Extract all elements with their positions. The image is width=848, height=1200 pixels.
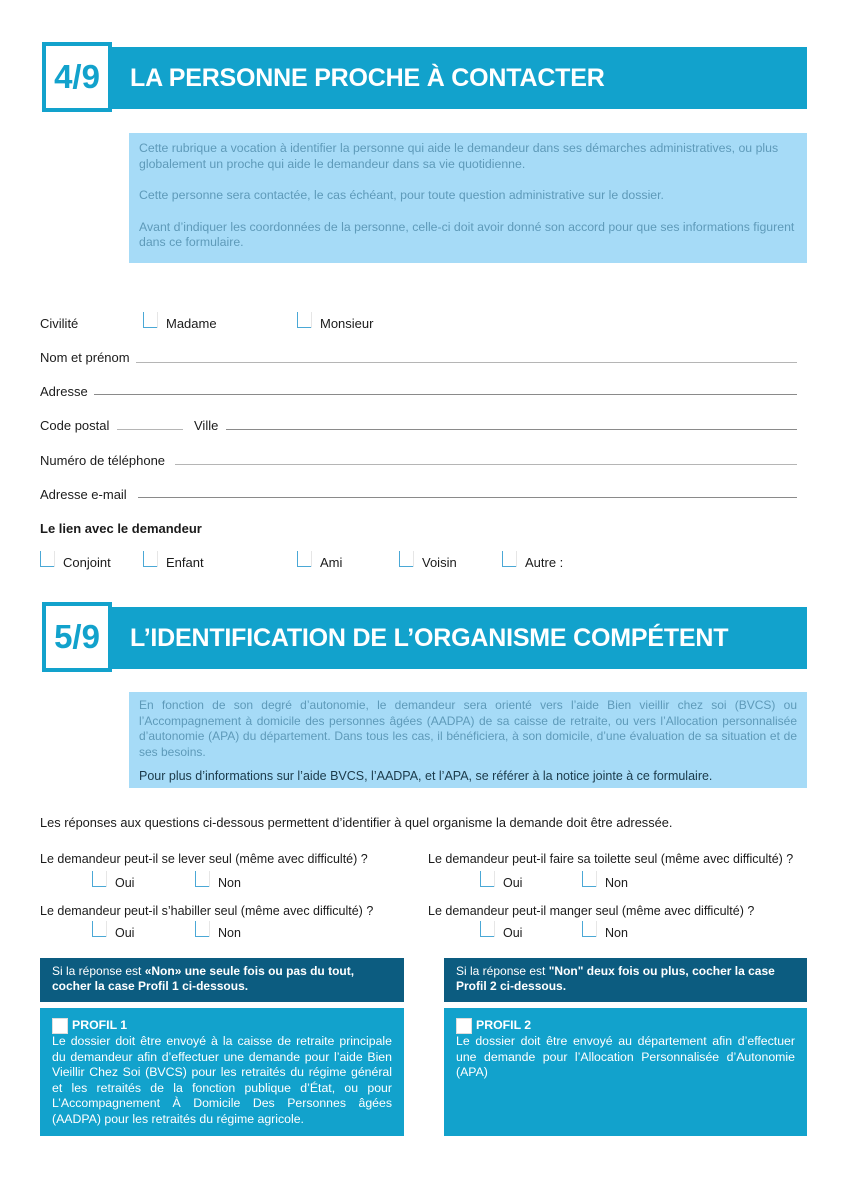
info-paragraph: Cette personne sera contactée, le cas échéant, pour toute question administrative sur le dossier.: [139, 188, 664, 202]
section-5-info-box: [129, 692, 807, 788]
conjoint-checkbox[interactable]: [40, 551, 54, 567]
profil-2-box: [444, 1008, 807, 1136]
section-5-number: 5/9: [42, 602, 112, 672]
section-4-title: LA PERSONNE PROCHE À CONTACTER: [130, 64, 605, 92]
non-label: Non: [218, 926, 241, 940]
enfant-label: Enfant: [166, 555, 204, 570]
habiller-oui-checkbox[interactable]: [92, 921, 106, 937]
profil-2-text: Le dossier doit être envoyé au département afin d’effectuer une demande pour l’Allocation Personnalisée d’Autonomie (APA): [456, 1034, 795, 1080]
manger-oui-checkbox[interactable]: [480, 921, 494, 937]
question-manger: Le demandeur peut-il manger seul (même avec difficulté) ?: [428, 904, 755, 918]
section-4-header: [42, 42, 807, 104]
toilette-non-checkbox[interactable]: [582, 871, 596, 887]
manger-non-checkbox[interactable]: [582, 921, 596, 937]
question-se-lever: Le demandeur peut-il se lever seul (même avec difficulté) ?: [40, 852, 368, 866]
profil-1-rule: [40, 958, 404, 1002]
nom-prenom-label: Nom et prénom: [40, 350, 130, 365]
section-5-intro: Les réponses aux questions ci-dessous permettent d’identifier à quel organisme la demande doit être adressée.: [40, 815, 673, 830]
section-4-number: 4/9: [42, 42, 112, 112]
oui-label: Oui: [115, 876, 135, 890]
info-paragraph: En fonction de son degré d’autonomie, le demandeur sera orienté vers l’aide Bien vieillir chez soi (BVCS) ou l’Accompagnement à domicile des personnes âgées (AADPA) de sa caisse de retraite, ou vers l’Allocation personnalisée d’autonomie (APA) du département. Dans tous les cas, il bénéficiera, à son domicile, d’une évaluation de sa situation et de ses besoins.: [139, 698, 797, 759]
enfant-checkbox[interactable]: [143, 551, 157, 567]
non-label: Non: [605, 876, 628, 890]
profil-2-title: PROFIL 2: [476, 1018, 532, 1033]
telephone-label: Numéro de téléphone: [40, 453, 166, 468]
profil-1-header: [52, 1018, 392, 1034]
section-4-info-box: [129, 133, 807, 263]
ville-field[interactable]: [226, 429, 797, 430]
ville-label: Ville: [194, 418, 219, 433]
conjoint-label: Conjoint: [63, 555, 111, 570]
non-label: Non: [605, 926, 628, 940]
madame-label: Madame: [166, 316, 217, 331]
info-paragraph: Avant d’indiquer les coordonnées de la personne, celle-ci doit avoir donné son accord pour que ses informations figurent dans ce formulaire.: [139, 219, 795, 249]
nom-prenom-field[interactable]: [136, 362, 797, 363]
civilite-label: Civilité: [40, 316, 79, 331]
profil-2-rule: [444, 958, 807, 1002]
telephone-field[interactable]: [175, 464, 797, 465]
code-postal-label: Code postal: [40, 418, 110, 433]
voisin-checkbox[interactable]: [399, 551, 413, 567]
autre-checkbox[interactable]: [502, 551, 516, 567]
monsieur-label: Monsieur: [320, 316, 374, 331]
ami-label: Ami: [320, 555, 343, 570]
rule-1-prefix: Si la réponse est: [52, 964, 145, 978]
ami-checkbox[interactable]: [297, 551, 311, 567]
monsieur-checkbox[interactable]: [297, 312, 311, 328]
toilette-oui-checkbox[interactable]: [480, 871, 494, 887]
question-toilette: Le demandeur peut-il faire sa toilette seul (même avec difficulté) ?: [428, 852, 794, 866]
rule-2-prefix: Si la réponse est: [456, 964, 549, 978]
non-label: Non: [218, 876, 241, 890]
profil-2-checkbox[interactable]: [456, 1018, 472, 1034]
email-label: Adresse e-mail: [40, 487, 127, 502]
se-lever-oui-checkbox[interactable]: [92, 871, 106, 887]
info-paragraph: Cette rubrique a vocation à identifier la personne qui aide le demandeur dans ses démarches administratives, ou plus globalement un proche qui aide le demandeur dans sa vie quotidienne.: [139, 141, 779, 171]
section-5-header: [42, 602, 807, 664]
oui-label: Oui: [503, 926, 523, 940]
autre-label: Autre :: [525, 555, 564, 570]
adresse-field[interactable]: [94, 394, 797, 395]
habiller-non-checkbox[interactable]: [195, 921, 209, 937]
profil-2-header: [456, 1018, 795, 1034]
se-lever-non-checkbox[interactable]: [195, 871, 209, 887]
code-postal-field[interactable]: [117, 429, 183, 430]
lien-label: Le lien avec le demandeur: [40, 521, 202, 536]
section-5-title: L’IDENTIFICATION DE L’ORGANISME COMPÉTENT: [130, 624, 729, 652]
oui-label: Oui: [503, 876, 523, 890]
rule-2-emphasis: "Non" deux fois ou plus, cocher la case Profil 2 ci-dessous.: [456, 964, 775, 993]
profil-1-text: Le dossier doit être envoyé à la caisse de retraite principale du demandeur afin d’effectuer une demande pour l’aide Bien Vieillir Chez Soi (BVCS) pour les retraités du régime général et les retraités de la fonction publique d’État, ou pour L’Accompagnement À Domicile Des Personnes âgées (AADPA) pour les retraités du régime agricole.: [52, 1034, 392, 1126]
profil-1-checkbox[interactable]: [52, 1018, 68, 1034]
adresse-label: Adresse: [40, 384, 88, 399]
rule-1-emphasis: «Non» une seule fois ou pas du tout, cocher la case Profil 1 ci-dessous.: [52, 964, 355, 993]
question-habiller: Le demandeur peut-il s’habiller seul (même avec difficulté) ?: [40, 904, 374, 918]
profil-1-title: PROFIL 1: [72, 1018, 128, 1033]
email-field[interactable]: [138, 497, 797, 498]
info-note: Pour plus d’informations sur l’aide BVCS, l’AADPA, et l’APA, se référer à la notice jointe à ce formulaire.: [139, 769, 713, 783]
voisin-label: Voisin: [422, 555, 457, 570]
madame-checkbox[interactable]: [143, 312, 157, 328]
profil-1-box: [40, 1008, 404, 1136]
oui-label: Oui: [115, 926, 135, 940]
